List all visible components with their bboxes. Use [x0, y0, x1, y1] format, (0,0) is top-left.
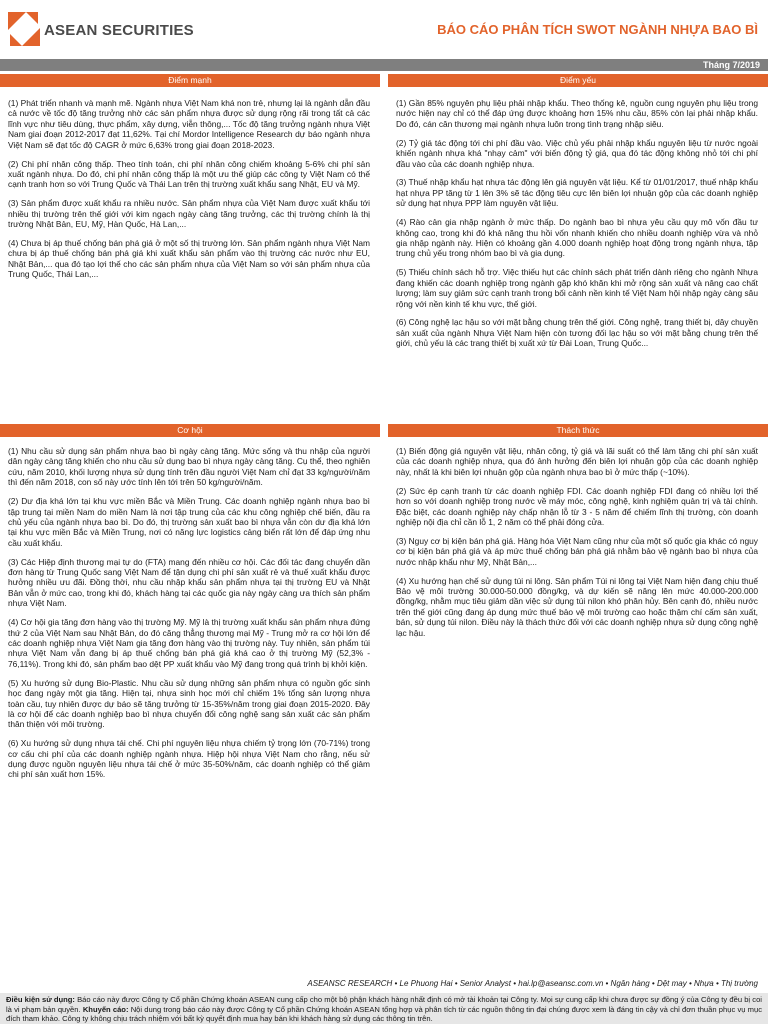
strengths-list	[8, 98, 370, 288]
disclaimer	[0, 993, 768, 1024]
opportunity-item: (1) Nhu cầu sử dụng sản phẩm nhựa bao bì ngày càng tăng. Mức sống và thu nhập của người dân ngày càng tăng khiến cho nhu cầu sử dụng bao bì nhựa ngày càng tăng. Cụ thể, theo nghiên cứu, năm 2010, khối lượng nhựa sử dụng tính trên đầu người Việt Nam chỉ đạt 33 kg/người/năm thì đến năm 2018, con số này ước tính lên tới trên 50 kg/người/năm.	[8, 446, 370, 488]
opportunity-item: (5) Xu hướng sử dụng Bio-Plastic. Nhu cầu sử dụng những sản phẩm nhựa có nguồn gốc sinh học đang ngày một gia tăng. Hiện tại, nhựa sinh học mới chỉ chiếm 1% tổng sản lượng nhựa toàn cầu, tuy nhiên được dự báo sẽ tăng trưởng từ 15-35%/năm trong giai đoạn 2015-2020. Đây là cơ hội để các doanh nghiệp bao bì nhựa chuyển đổi công nghệ sang sản xuất các sản phẩm thân thiện với môi trường.	[8, 677, 370, 730]
strength-item: (1) Phát triển nhanh và mạnh mẽ. Ngành nhựa Việt Nam khá non trẻ, nhưng lại là ngành dẫn đầu cả nước về tốc độ tăng trưởng nhờ các sản phẩm nhựa được sử dụng rộng rãi trong tất cả các lĩnh vực như tiêu dùng, thực phẩm, xây dựng, viễn thông,... Tốc độ tăng trưởng ngành nhựa Việt Nam giai đoạn 2012-2017 đạt 11,62%. Tại chí Mordor Intelligence Research dự báo ngành nhựa Việt Nam sẽ đạt tốc độ CAGR ở mức 6,63% trong giai đoạn 2018-2023.	[8, 98, 370, 150]
report-header	[0, 0, 768, 58]
strengths-heading: Điểm mạnh	[0, 74, 380, 87]
threat-item: (2) Sức ép cạnh tranh từ các doanh nghiệp FDI. Các doanh nghiệp FDI đang có nhiều lợi thế hơn so với doanh nghiệp trong nước về máy móc, công nghệ, kinh nghiệm quản trị và tài chính. Đặc biệt, các doanh nghiệp này chấp nhận lỗ từ 3 - 5 năm để chiếm lĩnh thị trường, còn doanh nghiệp nội địa chỉ cần lỗ 1, 2 năm có thể phải đóng cửa.	[396, 485, 758, 527]
threat-item: (1) Biến động giá nguyên vật liệu, nhân công, tỷ giá và lãi suất có thể làm tăng chi phí sản xuất của các doanh nghiệp nhựa, qua đó ảnh hưởng đến biên lợi nhuận gộp của các doanh nghiệp này, nhất là khi biên lợi nhuận gộp của ngành nhựa bao bì ở mức thấp (~10%).	[396, 446, 758, 477]
opportunity-item: (6) Xu hướng sử dụng nhựa tái chế. Chi phí nguyên liệu nhựa chiếm tỷ trọng lớn (70-71%) trong cơ cấu chi phí của các doanh nghiệp ngành nhựa. Hiệp hội nhựa Việt Nam cho rằng, nếu sử dụng được nguồn nguyên liệu nhựa tái chế ở mức 35-50%/năm, các doanh nghiệp có thể giảm chi phí sản xuất hơn 15%.	[8, 738, 370, 780]
date-bar	[0, 59, 768, 71]
author-line: ASEANSC RESEARCH • Le Phuong Hai • Senior Analyst • hai.lp@aseansc.com.vn • Ngân hàng • Dệt may • Nhựa • Thị trường	[307, 979, 758, 988]
weakness-item: (1) Gần 85% nguyên phụ liệu phải nhập khẩu. Theo thống kê, nguồn cung nguyên phụ liệu trong nước hiện nay chỉ có thể đáp ứng được khoảng hơn 15% nhu cầu, 85% còn lại phải nhập khẩu. Do đó, cán cân thương mại ngành nhựa luôn trong tình trạng nhập siêu.	[396, 98, 758, 129]
disclaimer-label: Điều kiện sử dụng:	[6, 995, 75, 1004]
weakness-item: (2) Tỷ giá tác động tới chi phí đầu vào. Việc chủ yếu phải nhập khẩu nguyên liệu từ nước ngoài khiến ngành nhựa khá "nhạy cảm" với biến động tỷ giá, qua đó tác động không nhỏ tới chi phí đầu vào của các doanh nghiệp nhựa.	[396, 137, 758, 169]
threat-item: (3) Nguy cơ bị kiện bán phá giá. Hàng hóa Việt Nam cũng như của một số quốc gia khác có nguy cơ bị kiện bán phá giá và áp mức thuế chống bán phá giá nhằm bảo vệ ngành bao bì nhựa của nước nhập khẩu như Mỹ, Nhật Bản,...	[396, 535, 758, 567]
threat-item: (4) Xu hướng hạn chế sử dụng túi ni lông. Sản phẩm Túi ni lông tại Việt Nam hiện đang chịu thuế Bảo vệ môi trường 30.000-50.000 đồng/kg, và dự kiến sẽ nâng lên mức 40.000-200.000 đồng/kg, nhằm mục tiêu giảm dần việc sử dụng túi nilon khó phân hủy. Bên cạnh đó, nhiều nước trên thế giới cũng đang áp dụng mức thuế bảo vệ môi trường cao hoặc thậm chí cấm sản xuất, bán, sử dụng túi nilon. Điều này là thách thức đối với các doanh nghiệp nhựa sử dụng công nghệ lạc hậu.	[396, 575, 758, 638]
weaknesses-heading: Điểm yếu	[388, 74, 768, 87]
asean-securities-logo-icon	[6, 10, 42, 48]
weakness-item: (6) Công nghệ lạc hậu so với mặt bằng chung trên thế giới. Công nghệ, trang thiết bị, dây chuyền sản xuất của ngành Nhựa Việt Nam hiện còn tương đối lạc hậu so với mặt bằng chung trên thế giới, chủ yếu là các trang thiết bị xuất xứ từ Đài Loan, Trung Quốc...	[396, 317, 758, 349]
opportunities-heading: Cơ hội	[0, 424, 380, 437]
threats-list	[396, 446, 758, 647]
opportunity-item: (4) Cơ hội gia tăng đơn hàng vào thị trường Mỹ. Mỹ là thị trường xuất khẩu sản phẩm nhựa đứng thứ 2 của Việt Nam sau Nhật Bản, do đó căng thẳng thương mại Mỹ - Trung mở ra cơ hội lớn để các doanh nghiệp nhựa Việt Nam gia tăng đơn hàng vào thị trường này. Tuy nhiên, sản phẩm túi nhựa Việt Nam vẫn đang bị áp thuế chống bán phá giá khá cao ở thị trường Mỹ (52,3% - 76,11%). Trong khi đó, sản phẩm bao dệt PP xuất khẩu vào Mỹ đang trong quá trình bị khởi kiện.	[8, 617, 370, 669]
strength-item: (4) Chưa bị áp thuế chống bán phá giá ở một số thị trường lớn. Sản phẩm ngành nhựa Việt Nam chưa bị áp thuế chống bán phá giá khi xuất khẩu sản phẩm vào thị trường các nước như EU, Nhật Bản,... qua đó tạo lợi thế cho các sản phẩm nhựa của Việt Nam so với sản phẩm nhựa của Trung Quốc, Thái Lan,...	[8, 237, 370, 280]
weaknesses-list	[396, 98, 758, 357]
strength-item: (3) Sản phẩm được xuất khẩu ra nhiều nước. Sản phẩm nhựa của Việt Nam được xuất khẩu tới nhiều thị trường trên thế giới với kim ngạch ngày càng tăng trưởng, các thị trường chính là thị trường Nhật Bản, EU, Mỹ, Hàn Quốc, Hà Lan,...	[8, 198, 370, 230]
weakness-item: (5) Thiếu chính sách hỗ trợ. Việc thiếu hụt các chính sách phát triển dành riêng cho ngành Nhựa đang khiến các doanh nghiệp trong ngành gặp khó khăn khi mở rộng sản xuất và nâng cao chất lượng; làm suy giảm sức cạnh tranh trong bối cảnh nền kinh tế Việt Nam hội nhập ngày càng sâu rộng với nền kinh tế khu vực, thế giới.	[396, 267, 758, 309]
opportunity-item: (2) Dư địa khá lớn tại khu vực miền Bắc và Miền Trung. Các doanh nghiệp ngành nhựa bao bì tập trung tại miền Nam do miền Nam là nơi tập trung của các khu công nghiệp chế biến, đầu ra chủ yếu của ngành nhựa bao bì. Do đó, thị trường sản xuất bao bì nhựa vẫn còn dư địa khá lớn tại khu vực miền Bắc và Miền Trung, nơi có năng lực logistics cảng biển rất lớn để đáp ứng nhu cầu xuất khẩu.	[8, 496, 370, 548]
threats-heading: Thách thức	[388, 424, 768, 437]
opportunity-item: (3) Các Hiệp định thương mại tự do (FTA) mang đến nhiều cơ hội. Các đối tác đang chuyển dần đơn hàng từ Trung Quốc sang Việt Nam để tận dụng chi phí sản xuất rẻ và thuế xuất khẩu được hưởng nhiều ưu đãi. Đồng thời, nhu cầu nhập khẩu sản phẩm nhựa tại thị trường EU và Nhật Bản vẫn ở mức cao, trong khi đó, khách hàng tại các quốc gia này ngày càng ưa thích sản phẩm nhựa Việt Nam.	[8, 556, 370, 609]
recommendation-label: Khuyến cáo:	[82, 1004, 129, 1014]
strength-item: (2) Chi phí nhân công thấp. Theo tính toán, chi phí nhân công chiếm khoảng 5-6% chi phí sản xuất ngành nhựa. Do đó, chi phí nhân công thấp là một ưu thế giúp các công ty Việt Nam có thế cạnh tranh hơn so với Trung Quốc và Thái Lan trên thị trường xuất khẩu sang Nhật, EU và Mỹ.	[8, 158, 370, 190]
report-title: BÁO CÁO PHÂN TÍCH SWOT NGÀNH NHỰA BAO BÌ	[437, 22, 758, 37]
report-date: Tháng 7/2019	[702, 60, 760, 70]
brand-name: ASEAN SECURITIES	[44, 22, 194, 39]
opportunities-list	[8, 446, 370, 788]
disclaimer-text: Báo cáo này được Công ty Cổ phần Chứng khoán ASEAN cung cấp cho một bộ phận khách hàng nhất định có mở tài khoản tại Công ty. Mọi sự cung cấp khi chưa được sự đồng ý của Công ty đều bị coi là vi phạm bản quyền.	[6, 995, 762, 1014]
weakness-item: (4) Rào cản gia nhập ngành ở mức thấp. Do ngành bao bì nhựa yêu cầu quy mô vốn đầu tư không cao, trong khi đó khả năng thu hồi vốn nhanh khiến cho nhiều doanh nghiệp vừa và nhỏ gia nhập ngành này. Hiện có khoảng gần 4.000 doanh nghiệp hoạt động trong ngành nhựa, tập trung chủ yếu trong nhóm bao bì và gia dụng.	[396, 217, 758, 259]
weakness-item: (3) Thuế nhập khẩu hạt nhựa tác động lên giá nguyên vật liệu. Kể từ 01/01/2017, thuế nhập khẩu hạt nhựa PP tăng từ 1 lên 3% sẽ tác động tiêu cực lên biên lợi nhuận gộp của các doanh nghiệp sử dụng hạt nhựa PPP làm nguyên vật liệu.	[396, 177, 758, 209]
recommendation-text: Nội dung trong báo cáo này được Công ty Cổ phần Chứng khoán ASEAN tổng hợp và phân tích từ các nguồn thông tin đại chúng được xem là đáng tin cậy và chỉ đơn thuần phục vụ mục đích tham khảo. Công ty không chịu trách nhiệm với bất kỳ quyết định mua hay bán khi khách hàng sử dụng các thông tin trên.	[6, 1004, 762, 1024]
